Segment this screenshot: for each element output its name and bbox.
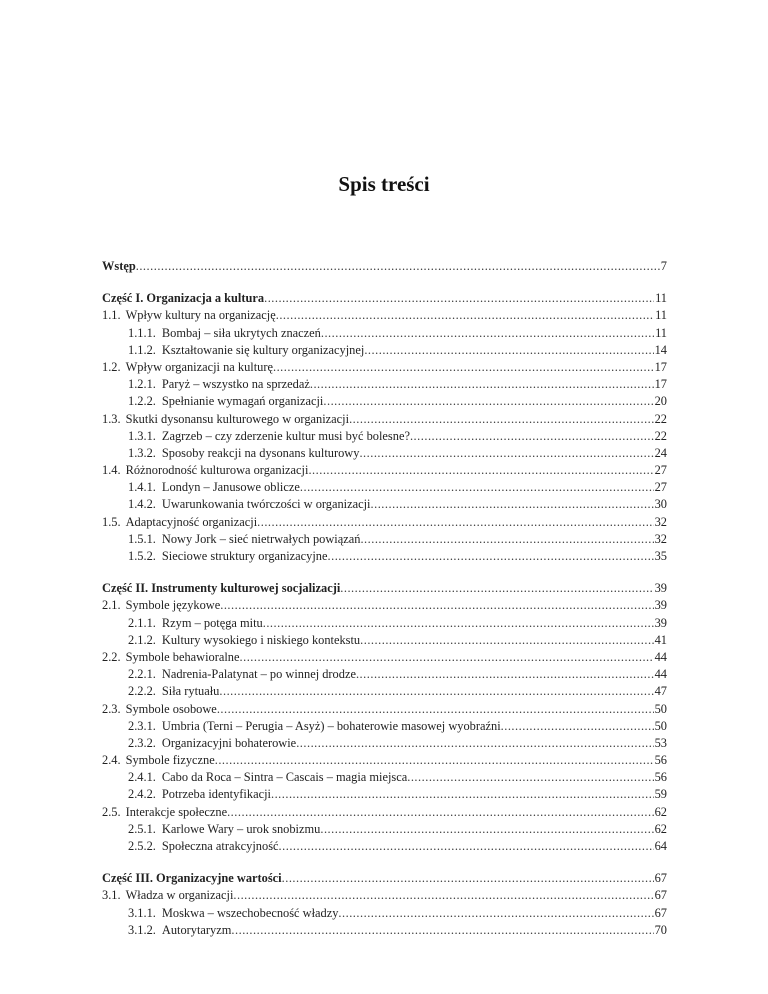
toc-entry-title: Nadrenia-Palatynat – po winnej drodze xyxy=(161,667,356,682)
toc-entry-number: 1.5. xyxy=(102,514,121,529)
dot-leader xyxy=(219,683,653,700)
toc-page-number: 44 xyxy=(654,649,667,664)
toc-entry-title: Symbole fizyczne xyxy=(125,753,215,768)
toc-entry-title: Uwarunkowania twórczości w organizacji xyxy=(161,497,371,512)
toc-entry-number: 1.4.2. xyxy=(128,497,156,512)
toc-page-number: 24 xyxy=(654,445,667,460)
toc-entry-number: 2.1. xyxy=(102,598,121,613)
dot-leader xyxy=(282,870,654,887)
toc-entry-number: 1.3.2. xyxy=(128,445,156,460)
toc-page-number: 30 xyxy=(654,497,667,512)
toc-page-number: 11 xyxy=(655,325,667,340)
toc-entry-number: 2.2.2. xyxy=(128,684,156,699)
toc-entry-label xyxy=(128,428,410,445)
toc-page-number: 7 xyxy=(660,259,667,273)
toc-page-number: 22 xyxy=(654,411,667,426)
toc-entry-label xyxy=(128,666,356,683)
toc-entry-title: Moskwa – wszechobecność władzy xyxy=(161,905,339,920)
dot-leader xyxy=(308,462,653,479)
toc-entry-number: 1.2.2. xyxy=(128,394,156,409)
toc-page-number: 39 xyxy=(654,615,667,630)
toc-entry-label xyxy=(128,342,364,359)
toc-subsection xyxy=(102,479,667,496)
toc-page-number: 39 xyxy=(654,598,667,613)
toc-subsection xyxy=(102,445,667,462)
toc-part-label: Część III. Organizacyjne wartości xyxy=(102,871,282,886)
toc-entry-title: Rzym – potęga mitu xyxy=(161,615,263,630)
toc-page-number: 27 xyxy=(654,463,667,478)
toc-section xyxy=(102,887,667,904)
toc-entry-title: Zagrzeb – czy zderzenie kultur musi być bolesne? xyxy=(161,428,410,443)
toc-entry-title: Siła rytuału xyxy=(161,684,220,699)
dot-leader xyxy=(364,342,653,359)
toc-entry-label xyxy=(128,445,359,462)
toc-subsection xyxy=(102,548,667,565)
dot-leader xyxy=(279,838,654,855)
toc-entry-number: 2.3.2. xyxy=(128,735,156,750)
toc-entry-label xyxy=(128,735,296,752)
dot-leader xyxy=(217,701,654,718)
dot-leader xyxy=(273,359,654,376)
toc-section xyxy=(102,359,667,376)
toc-entry-number: 2.3.1. xyxy=(128,718,156,733)
dot-leader xyxy=(360,531,653,548)
toc-entry-label xyxy=(102,514,257,531)
toc-entry-number: 3.1. xyxy=(102,888,121,903)
toc-entry-number: 2.3. xyxy=(102,701,121,716)
toc-entry-title: Kształtowanie się kultury organizacyjnej xyxy=(161,342,365,357)
toc-page-number: 27 xyxy=(654,480,667,495)
dot-leader xyxy=(263,615,654,632)
toc-entry-label xyxy=(102,752,215,769)
dot-leader xyxy=(220,597,653,614)
dot-leader xyxy=(349,411,654,428)
dot-leader xyxy=(231,922,653,939)
toc-section xyxy=(102,411,667,428)
dot-leader xyxy=(407,769,653,786)
toc-page-number: 67 xyxy=(654,871,667,886)
dot-leader xyxy=(257,514,653,531)
toc-entry-label xyxy=(128,821,320,838)
toc-page-number: 22 xyxy=(654,428,667,443)
section-gap xyxy=(102,855,667,870)
toc-entry-number: 1.2. xyxy=(102,359,121,374)
toc-entry-title: Wpływ kultury na organizację xyxy=(125,308,276,323)
toc-entry-number: 2.5.1. xyxy=(128,821,156,836)
dot-leader xyxy=(264,290,654,307)
section-gap xyxy=(102,565,667,580)
toc-subsection xyxy=(102,838,667,855)
toc-part-heading xyxy=(102,290,667,307)
toc-page-number: 67 xyxy=(654,888,667,903)
toc-entry-label xyxy=(102,887,233,904)
toc-entry-number: 1.5.1. xyxy=(128,531,156,546)
toc-entry-title: Skutki dysonansu kulturowego w organizacji xyxy=(125,411,350,426)
toc-subsection xyxy=(102,683,667,700)
toc-subsection xyxy=(102,922,667,939)
dot-leader xyxy=(328,548,654,565)
toc-subsection xyxy=(102,735,667,752)
toc-page-number: 17 xyxy=(654,359,667,374)
toc-page-number: 50 xyxy=(654,718,667,733)
toc-page-number: 47 xyxy=(654,684,667,699)
toc-entry-title: Adaptacyjność organizacji xyxy=(125,514,258,529)
dot-leader xyxy=(359,445,653,462)
toc-page-number: 39 xyxy=(654,581,667,596)
toc-subsection xyxy=(102,428,667,445)
toc-subsection xyxy=(102,531,667,548)
toc-entry-title: Potrzeba identyfikacji xyxy=(161,787,271,802)
toc-page-number: 32 xyxy=(654,531,667,546)
toc-entry-title: Władza w organizacji xyxy=(125,888,234,903)
toc-entry-number: 1.3. xyxy=(102,411,121,426)
toc-section xyxy=(102,307,667,324)
toc-entry-title: Symbole osobowe xyxy=(125,701,217,716)
toc-entry-label xyxy=(128,479,300,496)
dot-leader xyxy=(321,325,654,342)
toc-entry-title: Karlowe Wary – urok snobizmu xyxy=(161,821,321,836)
dot-leader xyxy=(356,666,654,683)
dot-leader xyxy=(310,376,654,393)
dot-leader xyxy=(136,258,660,275)
toc-entry-title: Spełnianie wymagań organizacji xyxy=(161,394,324,409)
toc-part-heading xyxy=(102,580,667,597)
dot-leader xyxy=(276,307,654,324)
toc-page-number: 62 xyxy=(654,821,667,836)
toc-page-number: 59 xyxy=(654,787,667,802)
toc-entry-label: Wstęp xyxy=(102,259,136,273)
dot-leader xyxy=(215,752,654,769)
toc-page-number: 11 xyxy=(655,291,667,306)
dot-leader xyxy=(296,735,653,752)
toc-entry-label xyxy=(128,905,338,922)
toc-page-number: 14 xyxy=(654,342,667,357)
toc-subsection xyxy=(102,615,667,632)
toc-page-number: 44 xyxy=(654,667,667,682)
toc-section xyxy=(102,649,667,666)
dot-leader xyxy=(340,580,653,597)
toc-entry-number: 1.1. xyxy=(102,308,121,323)
toc-subsection xyxy=(102,325,667,342)
toc-entry-number: 2.2.1. xyxy=(128,667,156,682)
toc-entry-label xyxy=(128,376,310,393)
toc-subsection xyxy=(102,376,667,393)
toc-entry-title: Różnorodność kulturowa organizacji xyxy=(125,463,309,478)
toc-section xyxy=(102,804,667,821)
toc-entry-title: Londyn – Janusowe oblicze xyxy=(161,480,300,495)
toc-subsection xyxy=(102,905,667,922)
toc-entry-title: Symbole językowe xyxy=(125,598,221,613)
dot-leader xyxy=(323,393,653,410)
toc-entry-title: Symbole behawioralne xyxy=(125,649,240,664)
dot-leader xyxy=(227,804,654,821)
toc-entry-number: 2.1.1. xyxy=(128,615,156,630)
toc-part-label: Część II. Instrumenty kulturowej socjalizacji xyxy=(102,581,341,596)
toc-entry-label xyxy=(128,393,323,410)
toc-entry-label xyxy=(102,359,273,376)
toc-entry-number: 3.1.2. xyxy=(128,922,156,937)
toc-entry-number: 3.1.1. xyxy=(128,905,156,920)
toc-subsection xyxy=(102,666,667,683)
dot-leader xyxy=(240,649,654,666)
toc-entry-title: Organizacyjni bohaterowie xyxy=(161,735,297,750)
toc-subsection xyxy=(102,718,667,735)
toc-entry-title: Umbria (Terni – Perugia – Asyż) – bohaterowie masowej wyobraźni xyxy=(161,718,501,733)
toc-entry-label xyxy=(128,718,501,735)
toc-section xyxy=(102,514,667,531)
toc-page-number: 53 xyxy=(654,735,667,750)
toc-page-number: 62 xyxy=(654,804,667,819)
toc-page-number: 56 xyxy=(654,753,667,768)
toc-entry-label xyxy=(102,649,240,666)
toc-subsection xyxy=(102,496,667,513)
toc-entry-title: Sposoby reakcji na dysonans kulturowy xyxy=(161,445,360,460)
dot-leader xyxy=(233,887,653,904)
toc-entry-title: Cabo da Roca – Sintra – Cascais – magia miejsca xyxy=(161,770,408,785)
dot-leader xyxy=(360,632,653,649)
toc-page-number: 70 xyxy=(654,922,667,937)
toc-entry-number: 2.5.2. xyxy=(128,839,156,853)
toc-page-number: 17 xyxy=(654,377,667,392)
toc-page-number: 67 xyxy=(654,905,667,920)
toc-entry-title: Kultury wysokiego i niskiego kontekstu xyxy=(161,632,361,647)
toc-entry-label xyxy=(102,597,220,614)
toc-subsection xyxy=(102,632,667,649)
toc-entry-label xyxy=(102,804,227,821)
toc-section xyxy=(102,462,667,479)
toc-entry-intro xyxy=(102,258,667,275)
toc-entry-label xyxy=(128,496,371,513)
toc-entry-label xyxy=(128,683,219,700)
toc-entry-number: 2.5. xyxy=(102,804,121,819)
toc-entry-label xyxy=(102,462,308,479)
toc-entry-number: 1.3.1. xyxy=(128,428,156,443)
toc-entry-label xyxy=(128,548,328,565)
toc-entry-title: Społeczna atrakcyjność xyxy=(161,839,279,853)
toc-entry-number: 1.5.2. xyxy=(128,549,156,563)
toc-subsection xyxy=(102,821,667,838)
dot-leader xyxy=(501,718,654,735)
toc-entry-number: 2.4.1. xyxy=(128,770,156,785)
toc-entry-title: Interakcje społeczne xyxy=(125,804,228,819)
toc-part-label: Część I. Organizacja a kultura xyxy=(102,291,265,306)
toc-parts xyxy=(102,275,667,939)
toc-entry-label xyxy=(128,632,360,649)
toc-entry-number: 1.4. xyxy=(102,463,121,478)
toc-section xyxy=(102,597,667,614)
toc-entry-title: Sieciowe struktury organizacyjne xyxy=(161,549,328,563)
toc-entry-title: Autorytaryzm xyxy=(161,922,232,937)
toc-entry-label xyxy=(128,325,321,342)
dot-leader xyxy=(300,479,654,496)
toc-subsection xyxy=(102,786,667,803)
dot-leader xyxy=(410,428,654,445)
toc-entry-number: 1.2.1. xyxy=(128,377,156,392)
toc-page-number: 11 xyxy=(655,308,667,323)
toc-entry-title: Nowy Jork – sieć nietrwałych powiązań xyxy=(161,531,361,546)
toc-subsection xyxy=(102,342,667,359)
toc-entry-title: Wpływ organizacji na kulturę xyxy=(125,359,273,374)
toc-entry-number: 2.2. xyxy=(102,649,121,664)
toc-page-number: 20 xyxy=(654,394,667,409)
table-of-contents xyxy=(102,258,667,939)
toc-page-number: 64 xyxy=(654,839,667,853)
toc-part-heading xyxy=(102,870,667,887)
toc-entry-label xyxy=(128,615,263,632)
toc-page-number: 50 xyxy=(654,701,667,716)
dot-leader xyxy=(271,786,654,803)
toc-entry-number: 2.1.2. xyxy=(128,632,156,647)
toc-subsection xyxy=(102,393,667,410)
section-gap xyxy=(102,275,667,290)
toc-entry-number: 1.1.2. xyxy=(128,342,156,357)
toc-entry-label xyxy=(128,838,279,855)
toc-entry-label xyxy=(128,531,360,548)
toc-entry-label xyxy=(128,922,231,939)
page-title: Spis treści xyxy=(338,172,430,196)
dot-leader xyxy=(338,905,653,922)
toc-entry-number: 2.4. xyxy=(102,753,121,768)
toc-section xyxy=(102,752,667,769)
toc-page-number: 56 xyxy=(654,770,667,785)
toc-entry-title: Bombaj – siła ukrytych znaczeń xyxy=(161,325,321,340)
toc-entry-label xyxy=(102,411,349,428)
toc-entry-label xyxy=(102,307,276,324)
toc-section xyxy=(102,701,667,718)
toc-entry-label xyxy=(102,701,217,718)
toc-entry-number: 2.4.2. xyxy=(128,787,156,802)
toc-page-number: 32 xyxy=(654,514,667,529)
toc-entry-label xyxy=(128,786,271,803)
toc-entry-label xyxy=(128,769,407,786)
toc-entry-number: 1.1.1. xyxy=(128,325,156,340)
dot-leader xyxy=(320,821,653,838)
toc-entry-number: 1.4.1. xyxy=(128,480,156,495)
toc-page-number: 35 xyxy=(654,549,667,563)
toc-subsection xyxy=(102,769,667,786)
toc-entry-title: Paryż – wszystko na sprzedaż xyxy=(161,377,310,392)
dot-leader xyxy=(371,496,654,513)
toc-page-number: 41 xyxy=(654,632,667,647)
